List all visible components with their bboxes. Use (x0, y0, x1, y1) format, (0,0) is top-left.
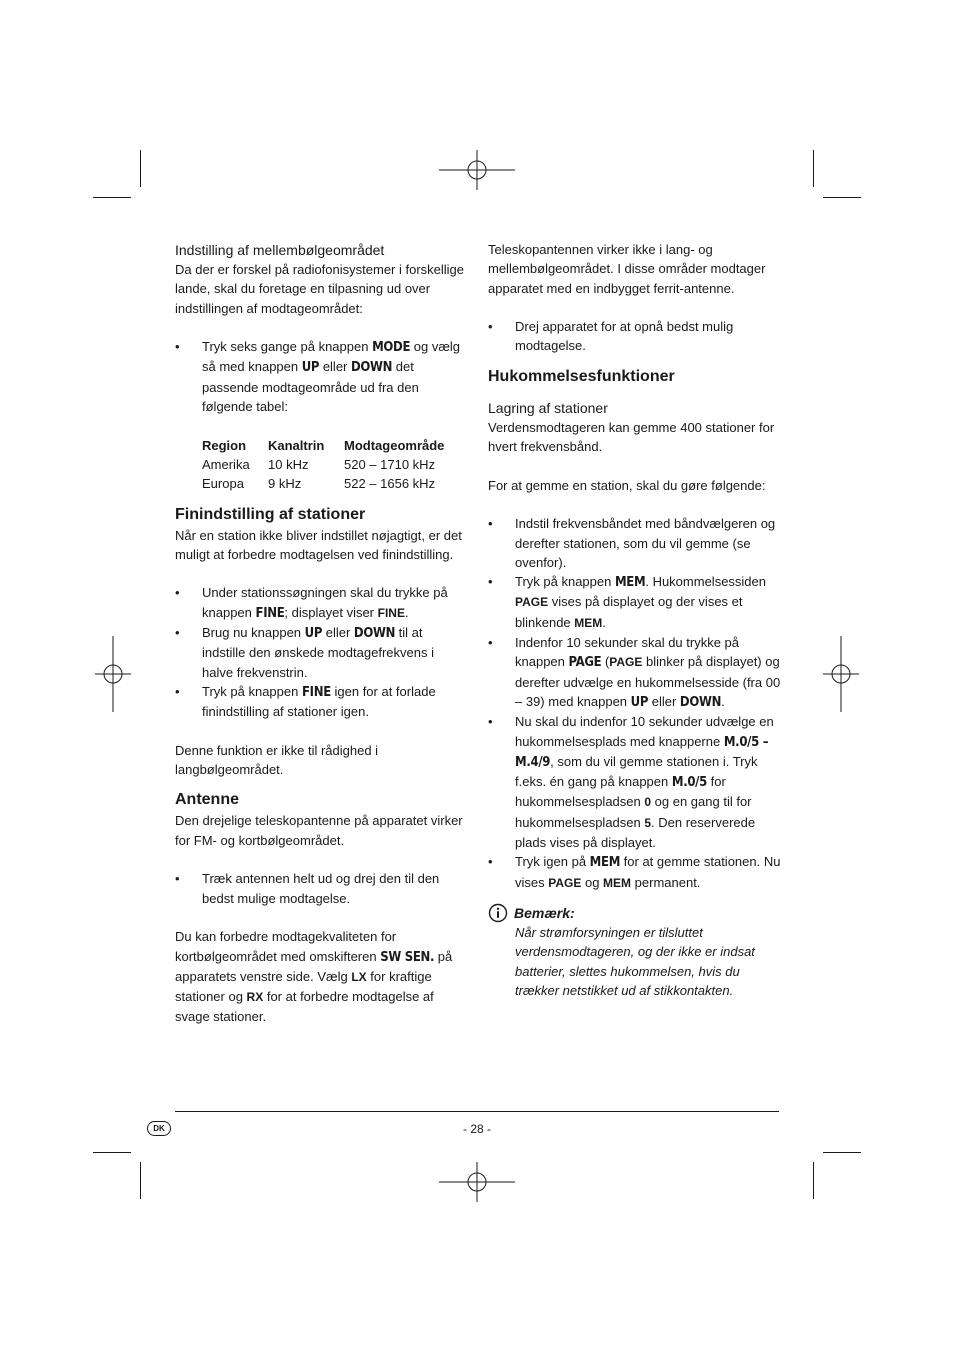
key-label: UP (304, 626, 323, 642)
list-item: • Indstil frekvensbåndet med båndvælgeren og derefter stationen, som du vil gemme (se ovenfor). (488, 514, 784, 572)
registration-mark-icon (95, 636, 131, 712)
crop-mark (813, 1162, 814, 1199)
paragraph: Da der er forskel på radiofonisystemer i forskellige lande, skal du foretage en tilpasning ud over indstillingen af modtageområdet: (175, 262, 465, 316)
display-label: MEM (603, 875, 632, 890)
table-row (202, 455, 444, 474)
info-icon (488, 903, 508, 923)
frequency-table (202, 436, 444, 494)
key-label: M.0/5 – M.4/9 (515, 734, 769, 770)
note-text: Når strømforsyningen er tilsluttet verdensmodtageren, og der ikke er indsat batterier, slettes hukommelsen, hvis du trækker netstikket ud af stikkontakten. (515, 924, 755, 998)
list-item: • Tryk igen på MEM for at gemme stationen. Nu vises PAGE og MEM permanent. (488, 852, 784, 893)
left-column (175, 240, 467, 1027)
key-label: DOWN (353, 626, 396, 642)
right-column (488, 240, 784, 1000)
registration-mark-icon (823, 636, 859, 712)
display-label: RX (246, 990, 264, 1005)
table-cell: 9 kHz (268, 476, 302, 492)
paragraph: Den drejelige teleskopantenne på apparatet virker for FM- og kortbølgeområdet. (175, 813, 463, 848)
key-label: DOWN (679, 694, 722, 710)
list-item: • Tryk på knappen MEM. Hukommelsessiden PAGE vises på displayet og der vises et blinkende MEM. (488, 572, 784, 633)
paragraph: Denne funktion er ikke til rådighed i langbølgeområdet. (175, 742, 379, 778)
page-number: - 28 - (462, 1122, 491, 1136)
key-label: M.0/5 (671, 775, 707, 791)
key-label: MEM (614, 575, 646, 591)
display-label: PAGE (515, 595, 549, 610)
paragraph: Verdensmodtageren kan gemme 400 stationer for hvert frekvensbånd. (488, 419, 775, 455)
footer-rule (175, 1111, 779, 1112)
key-label: UP (301, 360, 320, 376)
list-item: • Drej apparatet for at opnå bedst mulig modtagelse. (488, 317, 784, 356)
table-cell: Amerika (202, 456, 250, 472)
table-header: Region (202, 437, 247, 453)
section-heading-hukommelse: Hukommelsesfunktioner (488, 367, 675, 385)
bullet-list (488, 317, 784, 356)
crop-mark (93, 197, 131, 198)
note-title: Bemærk: (514, 904, 575, 921)
key-label: PAGE (568, 655, 602, 671)
list-item: • Tryk på knappen FINE igen for at forlade finindstilling af stationer igen. (175, 682, 467, 722)
crop-mark (140, 150, 141, 187)
section-heading-antenne: Antenne (175, 791, 239, 809)
language-badge: DK (147, 1121, 171, 1136)
display-label: 0 (644, 795, 652, 810)
display-label: PAGE (609, 655, 643, 670)
table-cell: 522 – 1656 kHz (344, 476, 436, 492)
list-item: • Brug nu knappen UP eller DOWN til at indstille den ønskede modtagefrekvens i halve frekvenstrin. (175, 623, 467, 682)
table-header: Kanaltrin (268, 437, 325, 453)
table-header-row (202, 436, 444, 455)
key-label: MODE (372, 340, 411, 356)
table-cell: 10 kHz (268, 456, 309, 472)
bullet-list (488, 514, 784, 893)
crop-mark (813, 150, 814, 187)
paragraph: Når en station ikke bliver indstillet nøjagtigt, er det muligt at forbedre modtagelsen ved finindstilling. (175, 527, 462, 562)
key-label: DOWN (351, 360, 393, 376)
paragraph: Du kan forbedre modtagekvaliteten for kortbølgeområdet med omskifteren SW SEN. på apparatets venstre side. Vælg LX for kraftige stationer og RX for at forbedre modtagelse af svage stationer. (175, 929, 453, 1025)
paragraph: Teleskopantennen virker ikke i lang- og mellembølgeområdet. I disse områder modtager apparatet med en indbygget ferrit-antenne. (488, 242, 766, 296)
bullet-list (175, 337, 467, 416)
paragraph: For at gemme en station, skal du gøre følgende: (488, 477, 766, 493)
crop-mark (823, 197, 861, 198)
list-item: • Under stationssøgningen skal du trykke på knappen FINE; displayet viser FINE. (175, 583, 467, 623)
registration-mark-icon (439, 1162, 515, 1202)
section-heading-mellembolge: Indstilling af mellembølgeområdet (175, 242, 385, 258)
display-label: MEM (574, 615, 603, 630)
table-cell: Europa (202, 476, 244, 492)
display-label: FINE (377, 605, 405, 620)
bullet-list (175, 869, 467, 908)
note-heading (488, 903, 784, 923)
crop-mark (823, 1152, 861, 1153)
key-label: MEM (589, 855, 621, 871)
table-cell: 520 – 1710 kHz (344, 456, 436, 472)
display-label: 5 (644, 815, 652, 830)
section-heading-finindstilling: Finindstilling af stationer (175, 505, 366, 523)
key-label: SW SEN. (380, 949, 435, 965)
crop-mark (140, 1162, 141, 1199)
list-item: • Indenfor 10 sekunder skal du trykke på knappen PAGE (PAGE blinker på displayet) og derefter udvælge en hukommelsesside (fra 00 – 39) med knappen UP eller DOWN. (488, 633, 784, 712)
table-header: Modtageområde (344, 437, 445, 453)
registration-mark-icon (439, 150, 515, 190)
key-label: UP (630, 694, 649, 710)
key-label: FINE (255, 605, 285, 621)
list-item: • Nu skal du indenfor 10 sekunder udvælge en hukommelsesplads med knapperne M.0/5 – M.4/9, som du vil gemme stationen i. Tryk f.eks. én gang på knappen M.0/5 for hukommelsespladsen 0 og en gang til for hukommelsespladsen 5. Den reserverede plads vises på displayet. (488, 712, 784, 852)
display-label: PAGE (548, 875, 582, 890)
key-label: FINE (301, 684, 331, 700)
display-label: LX (351, 969, 367, 984)
bullet-list (175, 583, 467, 721)
list-item: • Tryk seks gange på knappen MODE og vælg så med knappen UP eller DOWN det passende modtageområde ud fra den følgende tabel: (175, 337, 467, 416)
table-row (202, 474, 444, 493)
crop-mark (93, 1152, 131, 1153)
sub-heading-lagring: Lagring af stationer (488, 399, 608, 416)
list-item: • Træk antennen helt ud og drej den til den bedst mulige modtagelse. (175, 869, 467, 908)
